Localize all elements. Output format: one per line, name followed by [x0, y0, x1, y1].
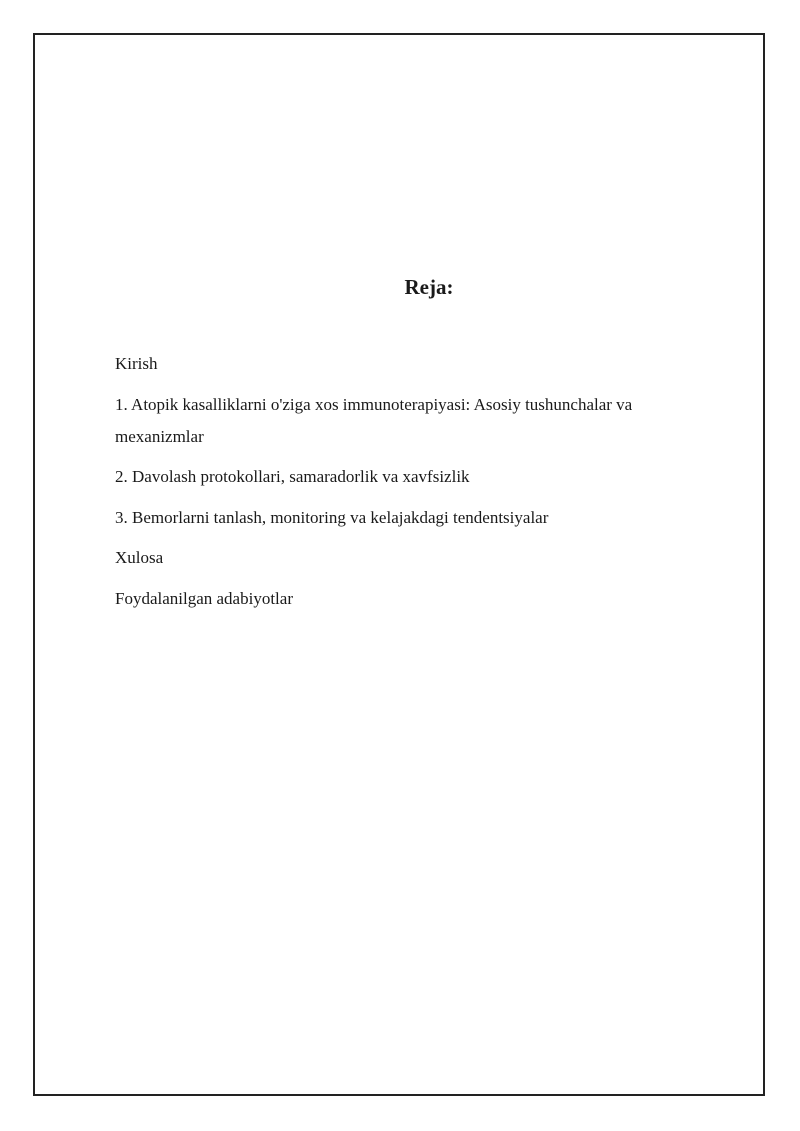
plan-item-conclusion: Xulosa: [115, 548, 164, 567]
plan-item-chapter-3: 3. Bemorlarni tanlash, monitoring va kelajakdagi tendentsiyalar: [115, 507, 549, 527]
plan-item-introduction: Kirish: [115, 354, 158, 373]
plan-item-references: Foydalanilgan adabiyotlar: [115, 588, 293, 608]
plan-title: Reja:: [404, 275, 454, 299]
plan-item-chapter-1: 1. Atopik kasalliklarni o'ziga xos immunoterapiyasi: Asosiy tushunchalar va mexanizmlar: [115, 394, 633, 446]
plan-item-chapter-2: 2. Davolash protokollari, samaradorlik va xavfsizlik: [115, 467, 470, 486]
plan-list: [115, 348, 715, 623]
